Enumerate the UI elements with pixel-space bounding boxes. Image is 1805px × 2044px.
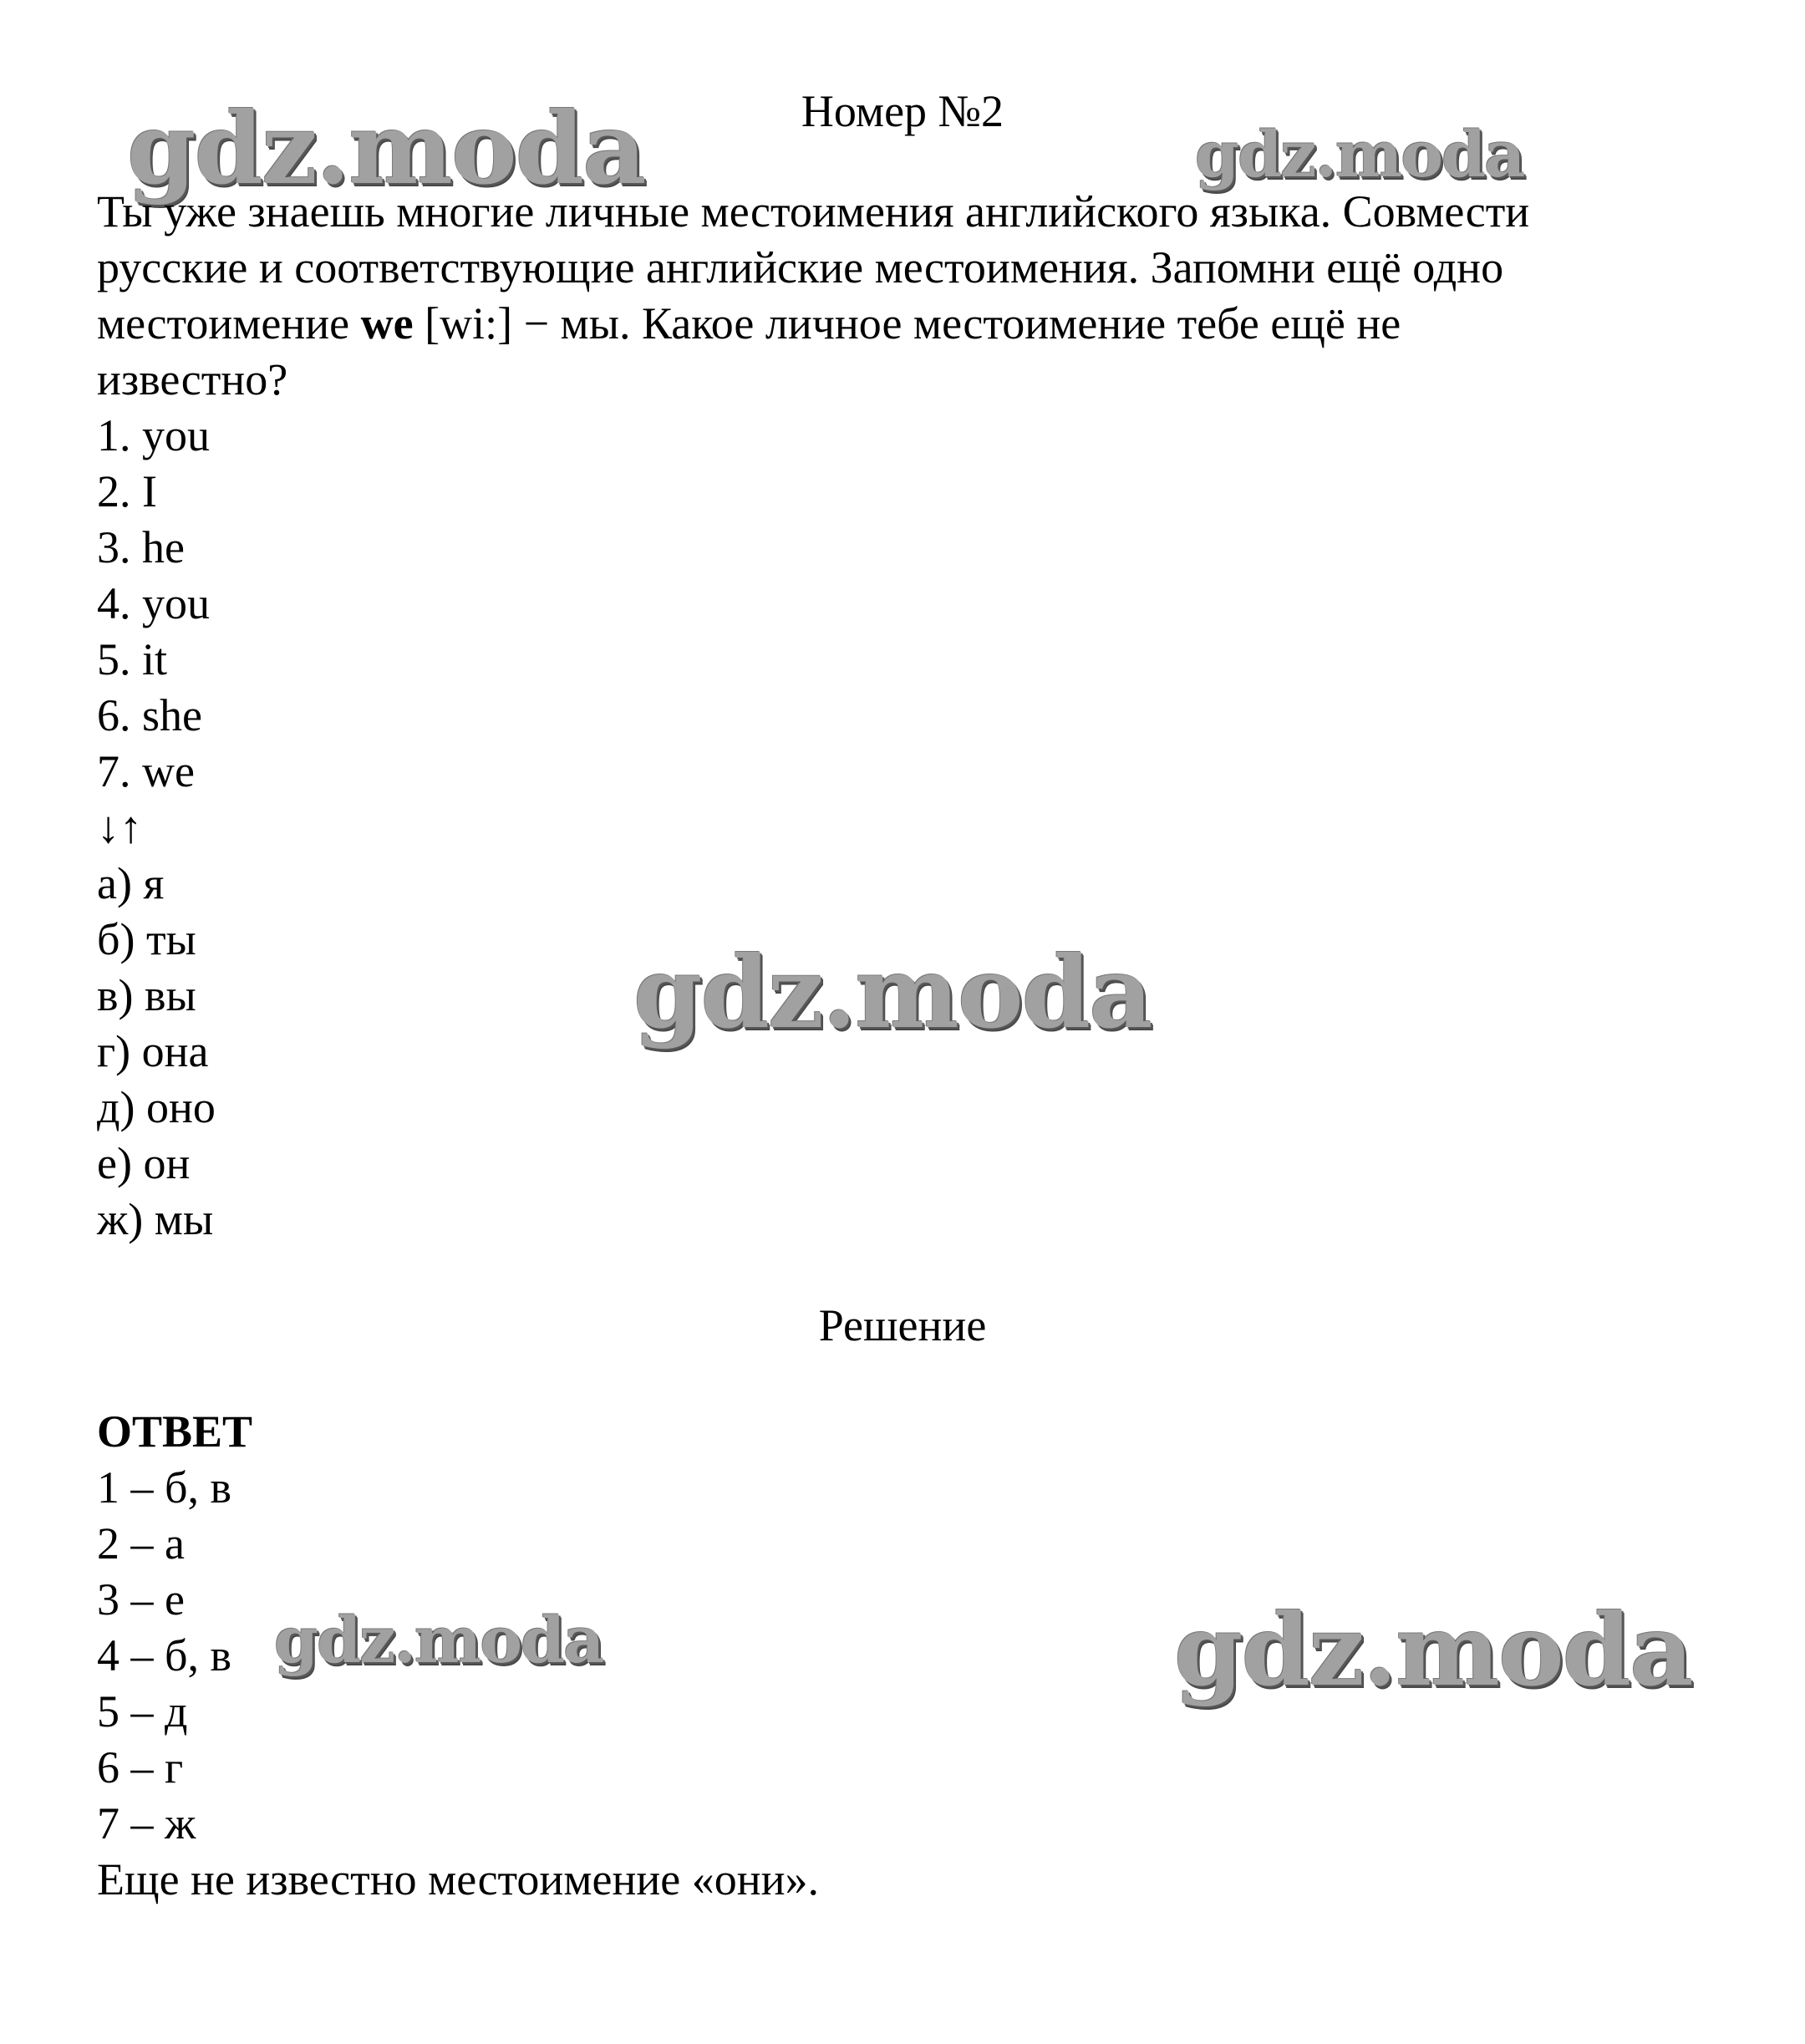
russian-item: г) она [97, 1026, 209, 1076]
watermark-bottom-right: gdz.moda [1174, 1592, 1692, 1708]
watermark-top-left: gdz.moda [127, 90, 645, 206]
answer-item: 7 – ж [97, 1798, 196, 1848]
answer-item: 6 – г [97, 1742, 184, 1792]
answer-item: 4 – б, в [97, 1630, 231, 1680]
russian-item: в) вы [97, 970, 196, 1020]
russian-item: ж) мы [97, 1194, 214, 1244]
answer-label: ОТВЕТ [97, 1406, 253, 1457]
task-line-2: русские и соответствующие английские местоимения. Запомни ещё одно [97, 242, 1504, 292]
russian-item: д) оно [97, 1082, 216, 1132]
task-line-3 [97, 296, 1401, 351]
task-line-3-bold-word: we [360, 298, 414, 348]
task-line-3-end: [wi:] − мы. Какое личное местоимение тебе ещё не [413, 298, 1401, 348]
page-title: Номер №2 [801, 86, 1004, 136]
russian-item: е) он [97, 1138, 191, 1188]
english-item: 6. she [97, 690, 202, 740]
english-item: 4. you [97, 578, 210, 628]
answer-item: 5 – д [97, 1686, 188, 1736]
russian-item: б) ты [97, 914, 196, 964]
english-item: 3. he [97, 522, 185, 572]
watermark-middle: gdz.moda [633, 934, 1152, 1050]
answer-item: 1 – б, в [97, 1462, 231, 1513]
solution-heading: Решение [818, 1300, 987, 1350]
russian-item: а) я [97, 858, 165, 908]
english-item: 1. you [97, 410, 210, 460]
answer-item: 2 – а [97, 1518, 185, 1569]
watermark-bottom-left: gdz.moda [274, 1603, 603, 1677]
answer-conclusion: Еще не известно местоимение «они». [97, 1854, 820, 1904]
task-line-3-start: местоимение [97, 298, 361, 348]
match-arrows: ↓↑ [97, 802, 142, 852]
english-item: 7. we [97, 746, 195, 796]
english-item: 2. I [97, 466, 157, 516]
task-line-4: известно? [97, 354, 288, 404]
task-line-1: Ты уже знаешь многие личные местоимения английского языка. Совмести [97, 186, 1530, 236]
answer-item: 3 – е [97, 1574, 185, 1625]
english-item: 5. it [97, 634, 168, 684]
watermark-top-right: gdz.moda [1195, 117, 1524, 191]
